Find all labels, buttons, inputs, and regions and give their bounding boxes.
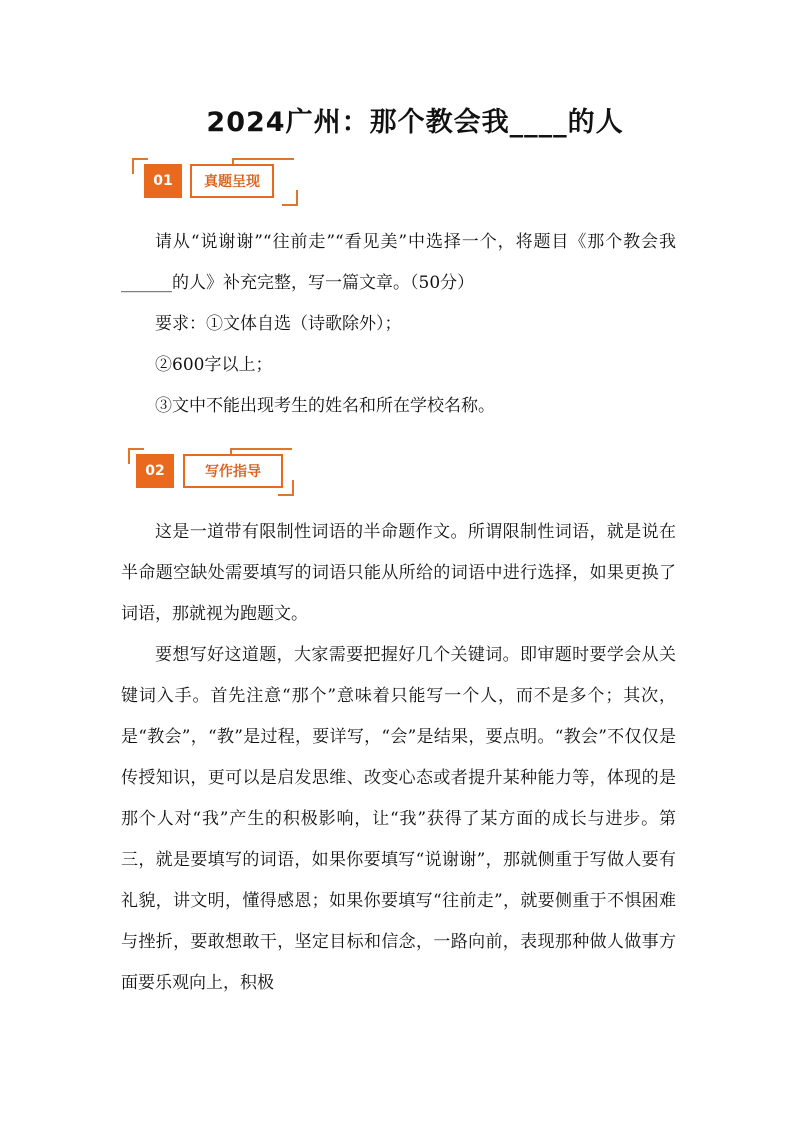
question-block [121,222,676,427]
section-header-guide [128,448,298,500]
guide-paragraph-2: 要想写好这道题，大家需要把握好几个关键词。即审题时要学会从关键词入手。首先注意“那个”意味着只能写一个人，而不是多个；其次，是“教会”，“教”是过程，要详写，“会”是结果，要点明。“教会”不仅仅是传授知识，更可以是启发思维、改变心态或者提升某种能力等，体现的是那个人对“我”产生的积极影响，让“我”获得了某方面的成长与进步。第三，就是要填写的词语，如果你要填写“说谢谢”，那就侧重于写做人要有礼貌，讲文明，懂得感恩；如果你要填写“往前走”，就要侧重于不惧困难与挫折，要敢想敢干，坚定目标和信念，一路向前，表现那种做人做事方面要乐观向上，积极 [121,645,676,993]
guide-paragraph-1: 这是一道带有限制性词语的半命题作文。所谓限制性词语，就是说在半命题空缺处需要填写的词语只能从所给的词语中进行选择，如果更换了词语，那就视为跑题文。 [121,522,676,624]
question-requirement-3: ③文中不能出现考生的姓名和所在学校名称。 [155,396,495,416]
corner-decoration [278,480,294,496]
question-requirement-2: ②600字以上； [155,355,273,375]
question-requirement-1: 要求：①文体自选（诗歌除外）； [155,314,402,334]
guide-block [121,512,676,1004]
corner-decoration [282,190,298,206]
section-label: 写作指导 [183,454,283,488]
section-label: 真题呈现 [190,164,274,198]
section-header-question [132,158,302,210]
question-prompt: 请从“说谢谢”“往前走”“看见美”中选择一个，将题目《那个教会我______的人》补充完整，写一篇文章。（50分） [121,232,676,293]
page-title: 2024广州：那个教会我____的人 [206,107,624,138]
section-number: 01 [144,164,182,198]
section-number: 02 [136,454,174,488]
